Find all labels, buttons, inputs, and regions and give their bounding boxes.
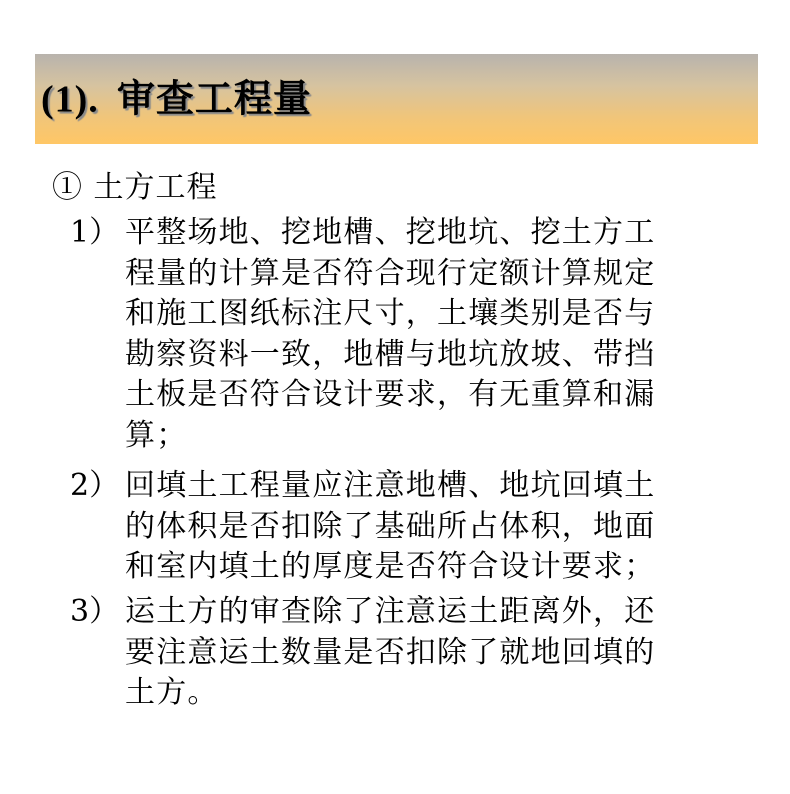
title-number: (1). [41, 78, 99, 121]
title-label: 审查工程量 [116, 75, 312, 121]
list-item-1 [70, 213, 730, 456]
item-line: 程量的计算是否符合现行定额计算规定 [125, 255, 656, 291]
section-heading: ① 土方工程 [52, 170, 218, 205]
item-line: 勘察资料一致，地槽与地坑放坡、带挡 [125, 336, 656, 372]
item-line: 算； [125, 417, 188, 453]
item-line: 要注意运土数量是否扣除了就地回填的 [125, 634, 656, 670]
slide-title [41, 75, 312, 121]
item-line: 运土方的审查除了注意运土距离外，还 [125, 594, 656, 629]
item-line: 的体积是否扣除了基础所占体积，地面 [125, 508, 656, 544]
item-line: 土方。 [125, 675, 219, 710]
item-line: 回填土工程量应注意地槽、地坑回填土 [125, 468, 656, 503]
item-line: 平整场地、挖地槽、挖地坑、挖土方工 [125, 215, 656, 250]
item-line: 和室内填土的厚度是否符合设计要求； [125, 549, 656, 584]
title-bar [35, 54, 758, 144]
item-line: 土板是否符合设计要求，有无重算和漏 [125, 377, 656, 412]
list-marker: 2） [70, 468, 120, 503]
list-item-3 [70, 592, 730, 714]
list-marker: 1） [70, 215, 120, 250]
item-line: 和施工图纸标注尺寸，土壤类别是否与 [125, 296, 656, 331]
list-item-2 [70, 466, 730, 588]
list-marker: 3） [70, 594, 120, 629]
